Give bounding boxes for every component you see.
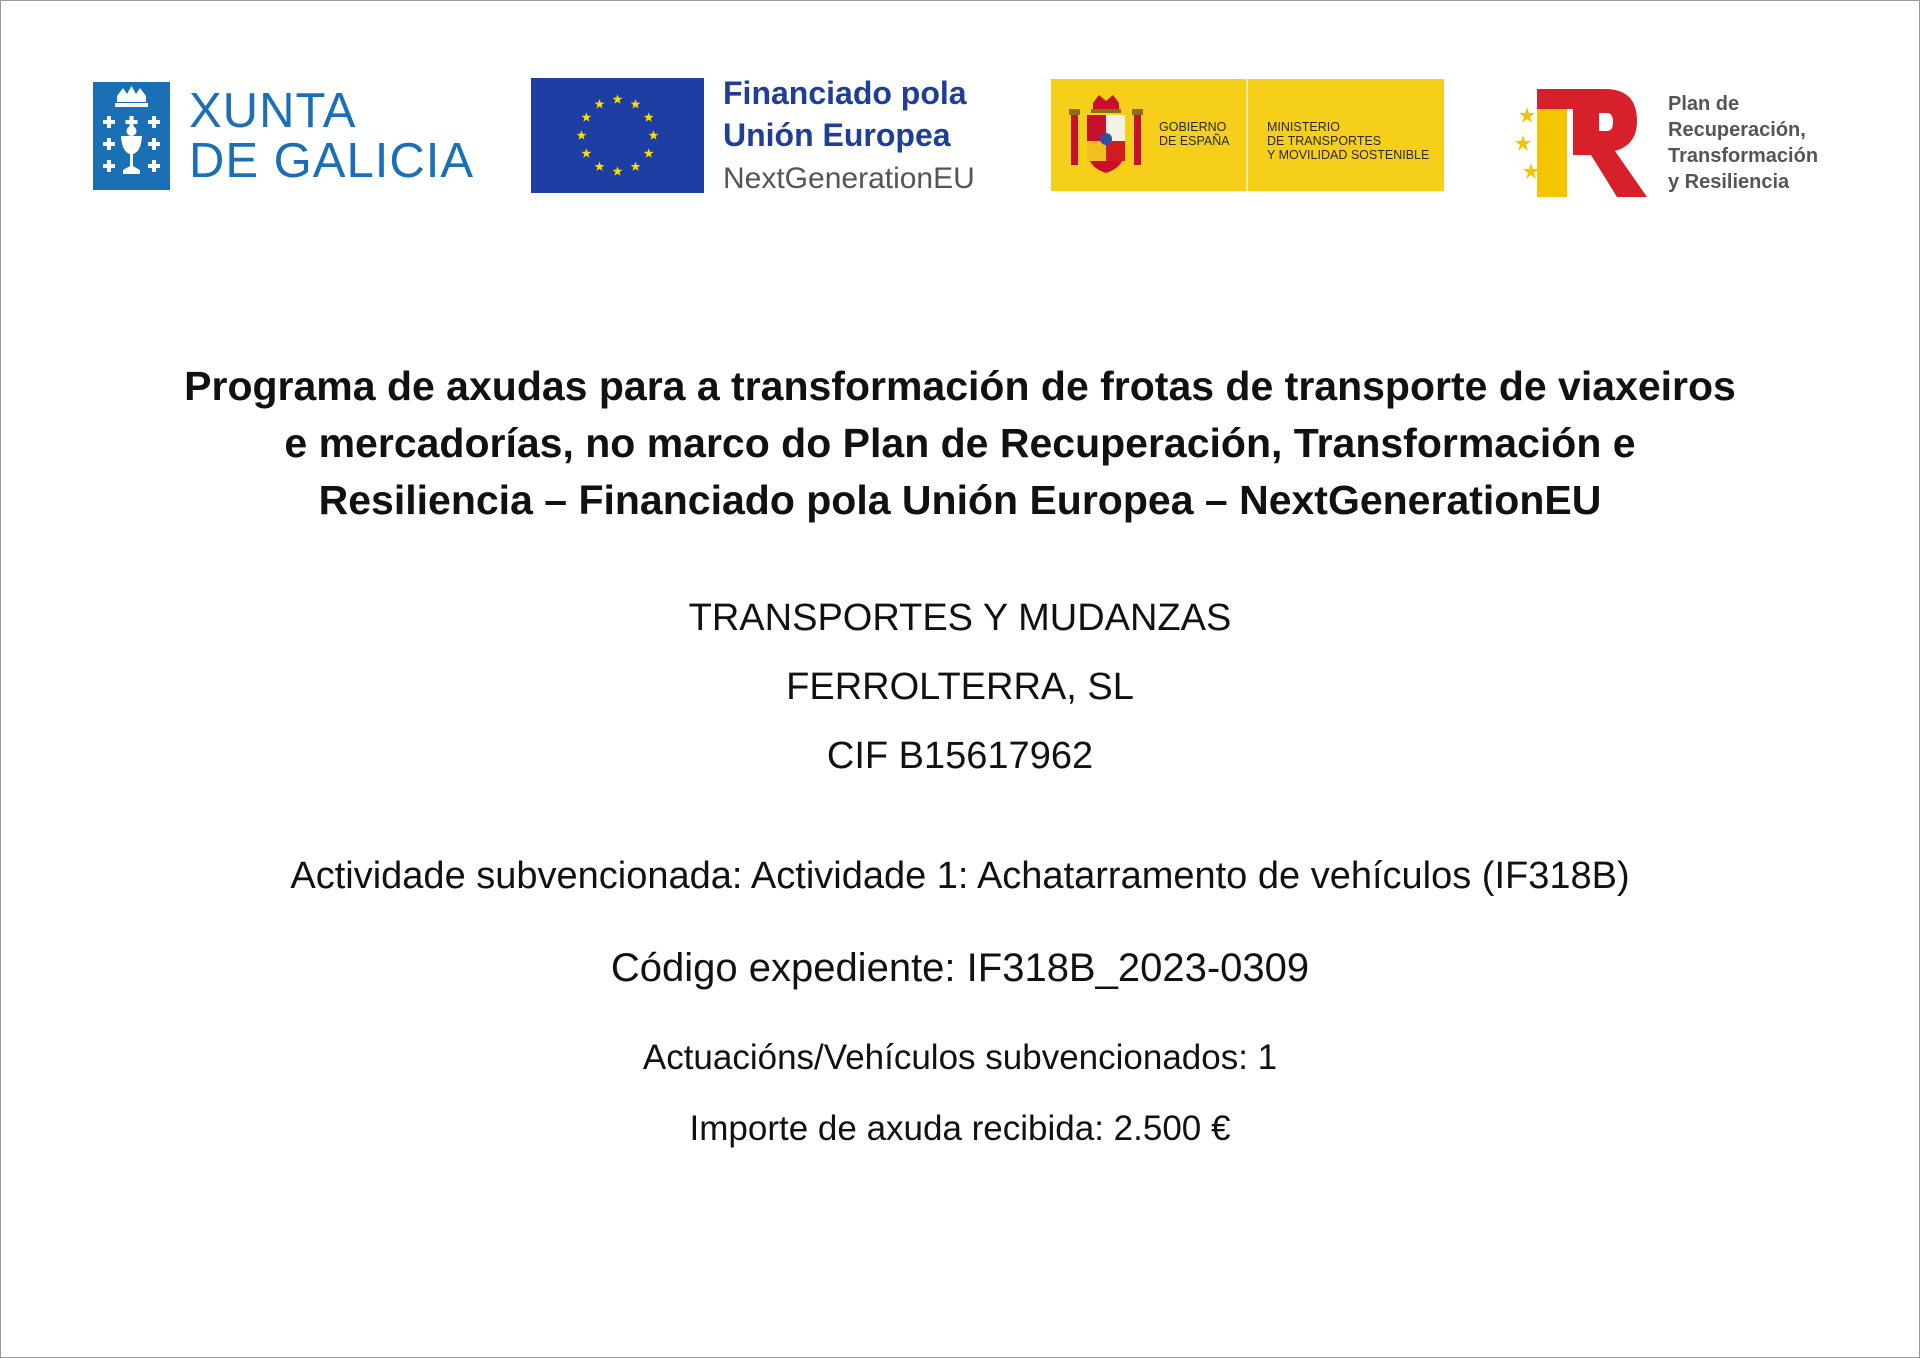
title-line-1: Programa de axudas para a transformación de frotas de transporte de viaxeiros: [184, 363, 1736, 409]
ministerio-line-2: DE TRANSPORTES: [1267, 134, 1382, 148]
eu-star-icon: [631, 161, 641, 170]
prtr-line-4: y Resiliencia: [1668, 171, 1790, 193]
eu-star-icon: [595, 161, 605, 170]
ministerio-line-3: Y MOVILIDAD SOSTENIBLE: [1267, 148, 1430, 162]
xunta-line-1: XUNTA: [189, 84, 357, 138]
eu-funding-logo: [531, 75, 1001, 195]
xunta-de-galicia-logo: [93, 82, 483, 190]
spain-coat-of-arms-icon: [1067, 93, 1145, 177]
ministerio-text: [1267, 120, 1429, 162]
xunta-text: [189, 86, 474, 186]
beneficiary-cif: CIF B15617962: [826, 735, 1094, 777]
eu-star-icon: [644, 112, 654, 121]
program-title: [60, 358, 1860, 529]
eu-star-icon: [581, 112, 591, 121]
beneficiary-name-line-2: FERROLTERRA, SL: [786, 666, 1134, 708]
galicia-shield-icon: [93, 82, 170, 190]
prtr-line-2: Recuperación,: [1668, 119, 1806, 141]
aid-amount: Importe de axuda recibida: 2.500 €: [689, 1109, 1231, 1148]
subsidized-vehicles: Actuacións/Vehículos subvencionados: 1: [642, 1038, 1278, 1077]
gobierno-divider: [1246, 79, 1248, 191]
prtr-tr-mark-icon: [1513, 87, 1653, 199]
eu-star-icon: [631, 99, 641, 108]
gobierno-text: [1159, 120, 1230, 148]
ministerio-line-1: MINISTERIO: [1267, 120, 1340, 134]
eu-text-line-1: Financiado pola: [723, 75, 967, 111]
beneficiary-name-line-1: TRANSPORTES Y MUDANZAS: [688, 597, 1232, 639]
prtr-line-3: Transformación: [1668, 145, 1819, 167]
eu-star-icon: [581, 148, 591, 157]
eu-star-icon: [595, 99, 605, 108]
prtr-logo: [1513, 87, 1858, 199]
eu-star-icon: [644, 148, 654, 157]
gobierno-espana-logo: [1051, 79, 1444, 191]
subsidized-activity: Actividade subvencionada: Actividade 1: Achatarramento de vehículos (IF318B): [290, 855, 1630, 897]
prtr-text: [1668, 91, 1818, 195]
eu-star-icon: [649, 130, 659, 139]
eu-text-line-2: Unión Europea: [723, 117, 951, 153]
title-line-3: Resiliencia – Financiado pola Unión Europea – NextGenerationEU: [318, 477, 1602, 523]
xunta-line-2: DE GALICIA: [189, 134, 475, 188]
eu-star-icon: [613, 166, 623, 175]
prtr-line-1: Plan de: [1668, 93, 1740, 115]
gobierno-line-2: DE ESPAÑA: [1159, 134, 1230, 148]
title-line-2: e mercadorías, no marco do Plan de Recuperación, Transformación e: [284, 420, 1636, 466]
eu-text-line-3: NextGenerationEU: [723, 162, 975, 195]
file-code: Código expediente: IF318B_2023-0309: [610, 946, 1310, 990]
eu-star-icon: [613, 94, 623, 103]
eu-flag-icon: [531, 78, 704, 193]
eu-star-icon: [577, 130, 587, 139]
gobierno-line-1: GOBIERNO: [1159, 120, 1227, 134]
